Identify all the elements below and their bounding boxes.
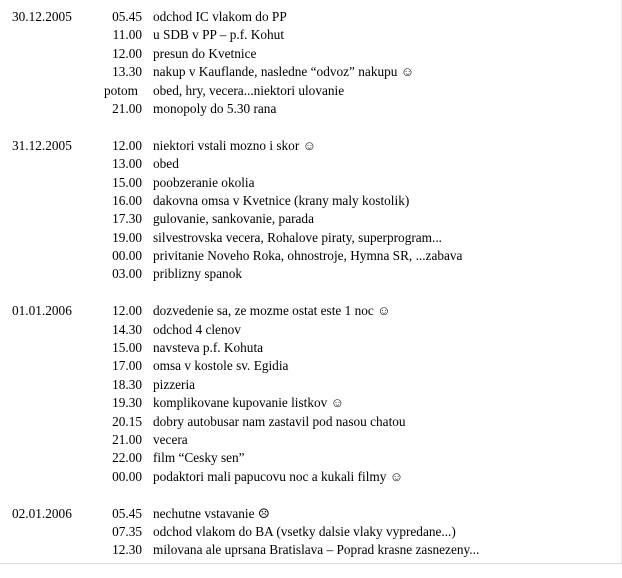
- entry-time: 15.00: [112, 174, 142, 190]
- day-date: 02.01.2006: [12, 505, 72, 521]
- entry-text: nakup v Kauflande, nasledne “odvoz” nakupu ☺: [153, 64, 415, 80]
- entry-time: 13.00: [112, 156, 142, 172]
- entry-time: 03.00: [112, 266, 142, 282]
- entry-time: 20.15: [112, 413, 142, 429]
- schedule-row: [0, 394, 612, 412]
- entry-text: komplikovane kupovanie listkov ☺: [153, 395, 345, 411]
- entry-time: 12.30: [112, 542, 142, 558]
- entry-text: gulovanie, sankovanie, parada: [153, 211, 314, 227]
- schedule-row: [0, 26, 612, 44]
- schedule-row: [0, 523, 612, 541]
- entry-time: 21.00: [112, 431, 142, 447]
- entry-time: 11.00: [112, 27, 142, 43]
- schedule-row: [0, 541, 612, 559]
- entry-time: 05.45: [112, 9, 142, 24]
- entry-text: odchod vlakom do BA (vsetky dalsie vlaky vypredane...): [153, 523, 456, 539]
- schedule-row: [0, 265, 612, 283]
- day-date: 30.12.2005: [12, 9, 72, 24]
- entry-text: obed, hry, vecera...niektori ulovanie: [153, 82, 345, 98]
- entry-time: 18.30: [112, 376, 142, 392]
- entry-time: 22.00: [112, 450, 142, 466]
- entry-text: navsteva p.f. Kohuta: [153, 340, 264, 356]
- entry-time: 15.00: [112, 340, 142, 356]
- entry-text: podaktori mali papucovu noc a kukali filmy ☺: [153, 468, 404, 484]
- day-block: [0, 302, 612, 486]
- entry-time: 00.00: [112, 468, 142, 484]
- schedule-row: [0, 339, 612, 357]
- entry-time: potom: [104, 82, 138, 98]
- entry-time: 19.30: [112, 395, 142, 411]
- day-date: 01.01.2006: [12, 303, 72, 319]
- schedule-row: [0, 174, 612, 192]
- entry-text: odchod 4 clenov: [153, 321, 241, 337]
- entry-time: 13.30: [112, 64, 142, 80]
- schedule-row: [0, 413, 612, 431]
- schedule-row: [0, 376, 612, 394]
- entry-time: 21.00: [112, 100, 142, 116]
- entry-time: 12.00: [112, 45, 142, 61]
- day-date: 31.12.2005: [12, 137, 72, 153]
- entry-text: obed: [153, 156, 179, 172]
- schedule-row: [0, 82, 612, 100]
- entry-text: odchod IC vlakom do PP: [153, 9, 287, 24]
- entry-text: milovana ale uprsana Bratislava – Poprad krasne zasnezeny...: [153, 542, 480, 558]
- schedule-row: [0, 63, 612, 81]
- entry-text: omsa v kostole sv. Egidia: [153, 358, 289, 374]
- day-block: [0, 505, 612, 560]
- schedule-row: [0, 449, 612, 467]
- schedule-row: [0, 192, 612, 210]
- schedule-row: [0, 8, 612, 26]
- entry-text: presun do Kvetnice: [153, 45, 257, 61]
- entry-time: 12.00: [112, 137, 142, 153]
- day-block: [0, 137, 612, 284]
- entry-text: niektori vstali mozno i skor ☺: [153, 137, 317, 153]
- entry-text: monopoly do 5.30 rana: [153, 100, 277, 116]
- entry-text: vecera: [153, 431, 188, 447]
- entry-time: 07.35: [112, 523, 142, 539]
- schedule-row: [0, 302, 612, 320]
- schedule-row: [0, 247, 612, 265]
- entry-text: u SDB v PP – p.f. Kohut: [153, 27, 285, 43]
- schedule-row: [0, 431, 612, 449]
- schedule-row: [0, 137, 612, 155]
- entry-text: silvestrovska vecera, Rohalove piraty, superprogram...: [153, 229, 442, 245]
- entry-text: dozvedenie sa, ze mozme ostat este 1 noc ☺: [153, 303, 391, 319]
- entry-text: privitanie Noveho Roka, ohnostroje, Hymna SR, ...zabava: [153, 248, 463, 264]
- entry-time: 05.45: [112, 505, 142, 521]
- entry-time: 17.30: [112, 211, 142, 227]
- schedule-row: [0, 505, 612, 523]
- schedule-row: [0, 229, 612, 247]
- entry-text: poobzeranie okolia: [153, 174, 255, 190]
- entry-text: priblizny spanok: [153, 266, 243, 282]
- entry-time: 16.00: [112, 192, 142, 208]
- entry-text: pizzeria: [153, 376, 196, 392]
- schedule-row: [0, 468, 612, 486]
- entry-text: nechutne vstavanie ☹: [153, 505, 270, 521]
- schedule-row: [0, 100, 612, 118]
- schedule-document: [0, 8, 612, 578]
- entry-time: 14.30: [112, 321, 142, 337]
- schedule-row: [0, 155, 612, 173]
- schedule-row: [0, 357, 612, 375]
- entry-time: 17.00: [112, 358, 142, 374]
- schedule-row: [0, 45, 612, 63]
- schedule-row: [0, 210, 612, 228]
- entry-text: dakovna omsa v Kvetnice (krany maly kostolik): [153, 192, 410, 208]
- entry-time: 00.00: [112, 248, 142, 264]
- schedule-row: [0, 321, 612, 339]
- day-block: [0, 8, 612, 118]
- entry-text: film “Cesky sen”: [153, 450, 245, 466]
- entry-time: 19.00: [112, 229, 142, 245]
- entry-time: 12.00: [112, 303, 142, 319]
- entry-text: dobry autobusar nam zastavil pod nasou chatou: [153, 413, 406, 429]
